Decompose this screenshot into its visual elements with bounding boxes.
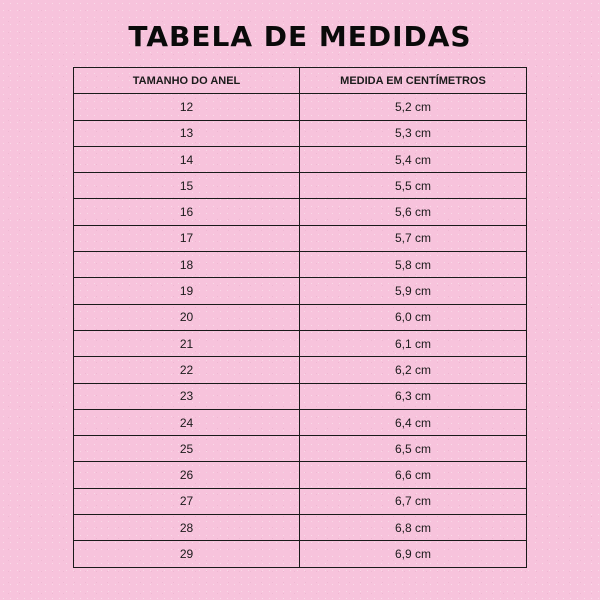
measure-cm-cell: 5,3 cm xyxy=(300,120,527,146)
table-row xyxy=(74,120,527,146)
column-header-measure-cm: MEDIDA EM CENTÍMETROS xyxy=(300,68,527,94)
table-row xyxy=(74,225,527,251)
table-row xyxy=(74,383,527,409)
ring-size-cell: 24 xyxy=(74,409,300,435)
ring-size-cell: 22 xyxy=(74,357,300,383)
measure-cm-cell: 6,3 cm xyxy=(300,383,527,409)
table-row xyxy=(74,409,527,435)
table-row xyxy=(74,146,527,172)
table-row xyxy=(74,357,527,383)
measure-cm-cell: 6,5 cm xyxy=(300,436,527,462)
table-row xyxy=(74,488,527,514)
ring-size-cell: 14 xyxy=(74,146,300,172)
measure-cm-cell: 5,8 cm xyxy=(300,252,527,278)
ring-size-cell: 16 xyxy=(74,199,300,225)
ring-size-cell: 26 xyxy=(74,462,300,488)
table-row xyxy=(74,515,527,541)
ring-size-cell: 27 xyxy=(74,488,300,514)
table-row xyxy=(74,330,527,356)
measure-cm-cell: 5,4 cm xyxy=(300,146,527,172)
table-row xyxy=(74,541,527,567)
measure-cm-cell: 5,9 cm xyxy=(300,278,527,304)
measure-cm-cell: 5,6 cm xyxy=(300,199,527,225)
measure-cm-cell: 6,8 cm xyxy=(300,515,527,541)
ring-size-cell: 29 xyxy=(74,541,300,567)
table-row xyxy=(74,94,527,120)
table-row xyxy=(74,278,527,304)
ring-size-cell: 25 xyxy=(74,436,300,462)
ring-size-cell: 17 xyxy=(74,225,300,251)
ring-size-cell: 19 xyxy=(74,278,300,304)
measure-cm-cell: 6,9 cm xyxy=(300,541,527,567)
ring-size-table xyxy=(73,67,527,568)
measure-cm-cell: 6,6 cm xyxy=(300,462,527,488)
table-row xyxy=(74,199,527,225)
table-row xyxy=(74,436,527,462)
ring-size-cell: 18 xyxy=(74,252,300,278)
measure-cm-cell: 6,7 cm xyxy=(300,488,527,514)
measure-cm-cell: 6,1 cm xyxy=(300,330,527,356)
table-row xyxy=(74,304,527,330)
ring-size-cell: 13 xyxy=(74,120,300,146)
measure-cm-cell: 5,5 cm xyxy=(300,173,527,199)
table-row xyxy=(74,252,527,278)
ring-size-cell: 20 xyxy=(74,304,300,330)
measure-cm-cell: 5,7 cm xyxy=(300,225,527,251)
ring-size-cell: 21 xyxy=(74,330,300,356)
table-row xyxy=(74,462,527,488)
ring-size-cell: 28 xyxy=(74,515,300,541)
measure-cm-cell: 6,4 cm xyxy=(300,409,527,435)
table-header-row xyxy=(74,68,527,94)
measure-cm-cell: 6,0 cm xyxy=(300,304,527,330)
ring-size-cell: 12 xyxy=(74,94,300,120)
table-row xyxy=(74,173,527,199)
column-header-ring-size: TAMANHO DO ANEL xyxy=(74,68,300,94)
ring-size-cell: 15 xyxy=(74,173,300,199)
measure-cm-cell: 5,2 cm xyxy=(300,94,527,120)
ring-size-cell: 23 xyxy=(74,383,300,409)
table-body xyxy=(74,94,527,567)
page-title: TABELA DE MEDIDAS xyxy=(128,20,472,53)
measure-cm-cell: 6,2 cm xyxy=(300,357,527,383)
